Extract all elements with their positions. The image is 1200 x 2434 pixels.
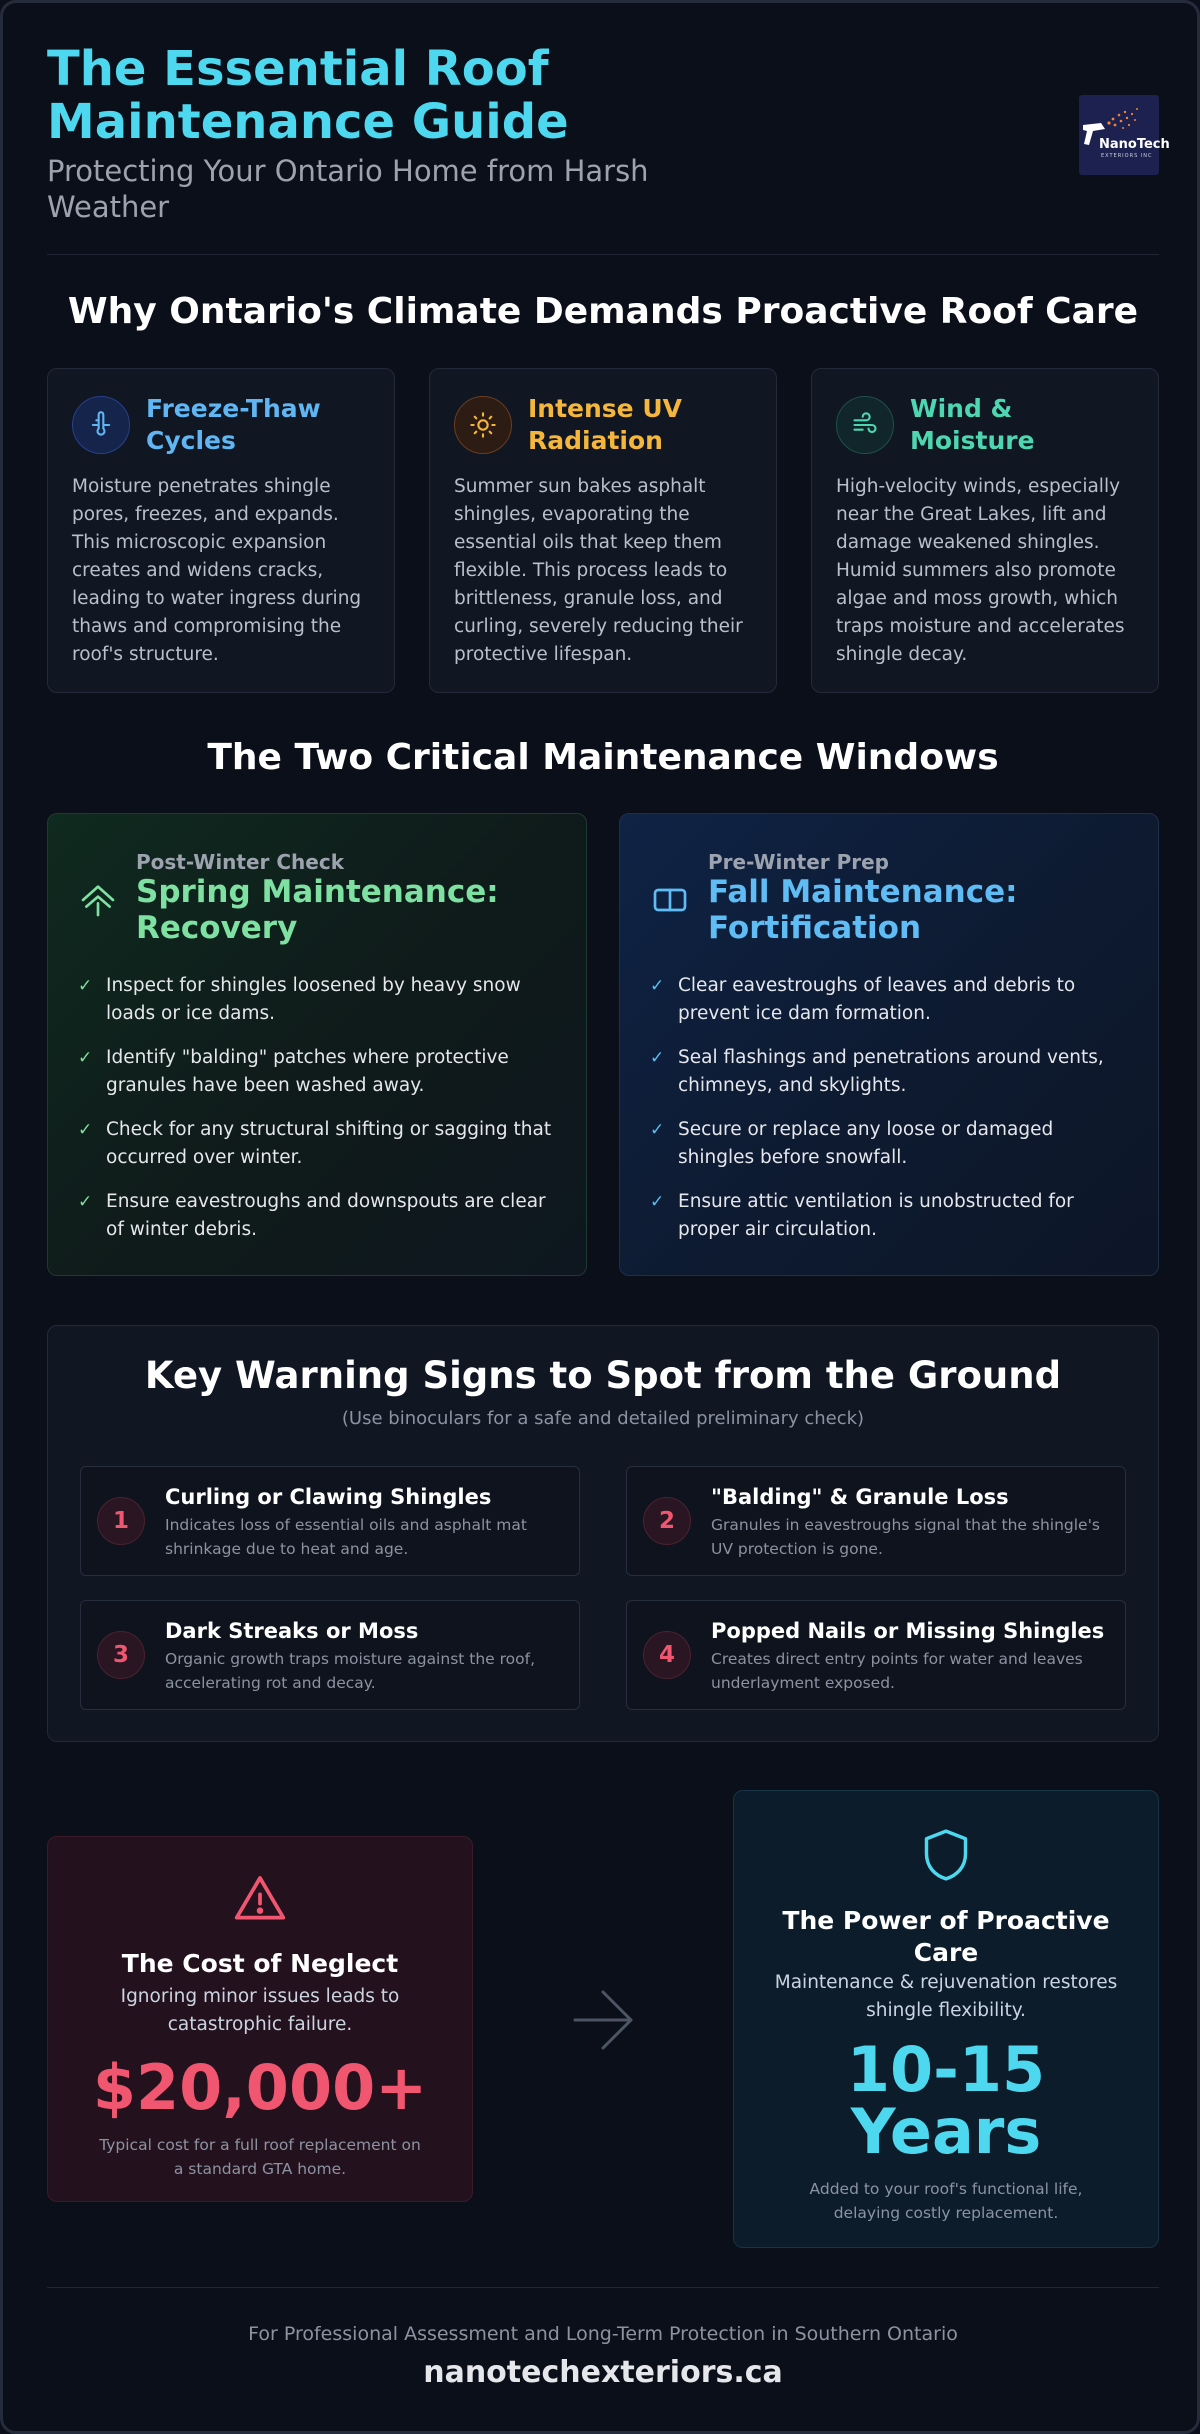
warning-item bbox=[80, 1600, 580, 1710]
cost-note: Typical cost for a full roof replacement on a standard GTA home. bbox=[99, 2136, 421, 2178]
warning-triangle-icon bbox=[48, 1871, 472, 1931]
thermometer-icon bbox=[72, 396, 130, 454]
warning-desc: Indicates loss of essential oils and asphalt mat shrinkage due to heat and age. bbox=[165, 1516, 527, 1558]
climate-card-body: Moisture penetrates shingle pores, freezes, and expands. This microscopic expansion creates and widens cracks, leading to water ingress during thaws and compromising the roof's structure. bbox=[72, 476, 362, 665]
cost-title: The Cost of Neglect bbox=[121, 1949, 399, 1978]
list-item: ✓ Ensure eavestroughs and downspouts are clear of winter debris. bbox=[78, 1188, 558, 1244]
climate-card-body: Summer sun bakes asphalt shingles, evaporating the essential oils that keep them flexible. This process leads to brittleness, granule loss, and curling, severely reducing their protective lifespan. bbox=[454, 476, 743, 665]
warning-item bbox=[80, 1466, 580, 1576]
climate-heading: Why Ontario's Climate Demands Proactive Roof Care bbox=[67, 291, 1139, 332]
fall-title: Fall Maintenance: Fortification bbox=[708, 874, 1018, 946]
climate-card-wind bbox=[811, 368, 1159, 693]
warning-number: 4 bbox=[643, 1631, 691, 1679]
cost-subtitle: Ignoring minor issues leads to catastrophic failure. bbox=[120, 1986, 400, 2035]
fall-checklist bbox=[650, 972, 1130, 1260]
climate-card-title: Intense UV Radiation bbox=[528, 394, 682, 455]
check-icon: ✓ bbox=[650, 1192, 665, 1212]
climate-card-body: High-velocity winds, especially near the Great Lakes, lift and damage weakened shingles. Humid summers also promote algae and moss growth, which traps moisture and accelerates shingle decay. bbox=[836, 476, 1125, 665]
proactive-care-card bbox=[733, 1790, 1159, 2248]
logo-name: NanoTech bbox=[1099, 137, 1170, 152]
list-item: ✓ Inspect for shingles loosened by heavy snow loads or ice dams. bbox=[78, 972, 558, 1028]
footer-tagline: For Professional Assessment and Long-Term Protection in Southern Ontario bbox=[248, 2323, 958, 2345]
spring-kicker: Post-Winter Check bbox=[136, 850, 345, 874]
fall-maintenance-card bbox=[619, 813, 1159, 1276]
warning-desc: Organic growth traps moisture against the roof, accelerating rot and decay. bbox=[165, 1650, 536, 1692]
logo-tagline: EXTERIORS INC bbox=[1101, 153, 1153, 159]
cost-value: $20,000+ bbox=[92, 2051, 428, 2124]
list-item: ✓ Secure or replace any loose or damaged shingles before snowfall. bbox=[650, 1116, 1130, 1172]
footer-website-link[interactable]: nanotechexteriors.ca bbox=[423, 2355, 783, 2390]
warning-number: 1 bbox=[97, 1497, 145, 1545]
shield-icon bbox=[734, 1825, 1158, 1889]
power-value-unit: Years bbox=[850, 2095, 1042, 2168]
page-subtitle: Protecting Your Ontario Home from Harsh Weather bbox=[47, 154, 649, 224]
climate-card-title: Freeze-Thaw Cycles bbox=[146, 394, 321, 455]
header-divider bbox=[47, 254, 1159, 255]
sun-icon bbox=[454, 396, 512, 454]
warning-name: Popped Nails or Missing Shingles bbox=[711, 1619, 1105, 1643]
spray-gun-icon bbox=[1079, 95, 1159, 175]
spring-checklist bbox=[78, 972, 558, 1260]
check-icon: ✓ bbox=[650, 976, 665, 996]
warning-name: Dark Streaks or Moss bbox=[165, 1619, 419, 1643]
warning-number: 2 bbox=[643, 1497, 691, 1545]
warning-number: 3 bbox=[97, 1631, 145, 1679]
warning-item bbox=[626, 1600, 1126, 1710]
footer-divider bbox=[47, 2287, 1159, 2288]
warning-signs-panel bbox=[47, 1325, 1159, 1742]
list-item: ✓ Seal flashings and penetrations around vents, chimneys, and skylights. bbox=[650, 1044, 1130, 1100]
check-icon: ✓ bbox=[78, 1192, 93, 1212]
wind-icon bbox=[836, 396, 894, 454]
spring-maintenance-card bbox=[47, 813, 587, 1276]
check-icon: ✓ bbox=[78, 1120, 93, 1140]
spring-title: Spring Maintenance: Recovery bbox=[136, 874, 499, 946]
windows-heading: The Two Critical Maintenance Windows bbox=[207, 737, 999, 778]
list-item: ✓ Check for any structural shifting or sagging that occurred over winter. bbox=[78, 1116, 558, 1172]
tree-icon bbox=[78, 880, 118, 920]
climate-card-title: Wind & Moisture bbox=[910, 394, 1035, 455]
warning-desc: Granules in eavestroughs signal that the shingle's UV protection is gone. bbox=[711, 1516, 1100, 1558]
check-icon: ✓ bbox=[78, 1048, 93, 1068]
power-value-number: 10-15 bbox=[846, 2033, 1046, 2106]
warning-desc: Creates direct entry points for water and leaves underlayment exposed. bbox=[711, 1650, 1083, 1692]
warning-name: "Balding" & Granule Loss bbox=[711, 1485, 1009, 1509]
warnings-heading: Key Warning Signs to Spot from the Ground bbox=[144, 1354, 1062, 1397]
warning-name: Curling or Clawing Shingles bbox=[165, 1485, 492, 1509]
power-subtitle: Maintenance & rejuvenation restores shingle flexibility. bbox=[774, 1972, 1118, 2021]
power-title: The Power of Proactive Care bbox=[782, 1906, 1110, 1967]
check-icon: ✓ bbox=[650, 1120, 665, 1140]
check-icon: ✓ bbox=[650, 1048, 665, 1068]
list-item: ✓ Clear eavestroughs of leaves and debris to prevent ice dam formation. bbox=[650, 972, 1130, 1028]
list-item: ✓ Identify "balding" patches where protective granules have been washed away. bbox=[78, 1044, 558, 1100]
climate-card-freeze-thaw bbox=[47, 368, 395, 693]
window-icon bbox=[650, 880, 690, 920]
header bbox=[47, 41, 1170, 224]
arrow-right-icon bbox=[571, 1988, 635, 2052]
power-note: Added to your roof's functional life, delaying costly replacement. bbox=[809, 2180, 1083, 2222]
cost-of-neglect-card bbox=[47, 1836, 473, 2202]
warning-item bbox=[626, 1466, 1126, 1576]
warnings-subheading: (Use binoculars for a safe and detailed preliminary check) bbox=[341, 1408, 865, 1429]
check-icon: ✓ bbox=[78, 976, 93, 996]
page-title: The Essential Roof Maintenance Guide bbox=[47, 41, 569, 150]
climate-card-uv bbox=[429, 368, 777, 693]
fall-kicker: Pre-Winter Prep bbox=[708, 850, 889, 874]
company-logo bbox=[1079, 95, 1170, 175]
list-item: ✓ Ensure attic ventilation is unobstructed for proper air circulation. bbox=[650, 1188, 1130, 1244]
